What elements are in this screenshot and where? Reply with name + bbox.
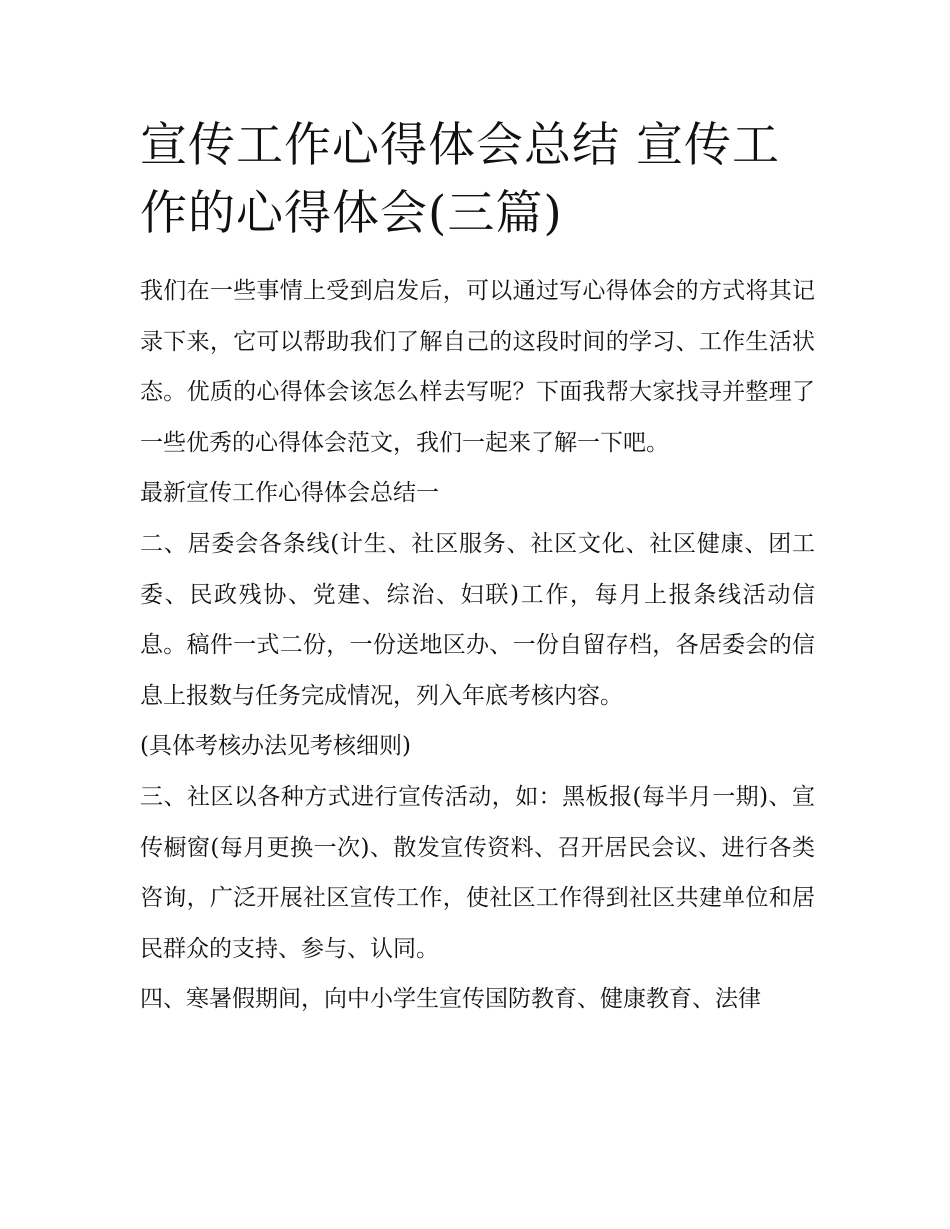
paragraph-item-2: 二、居委会各条线(计生、社区服务、社区文化、社区健康、团工委、民政残协、党建、综治、妇联)工作，每月上报条线活动信息。稿件一式二份，一份送地区办、一份自留存档，各居委会的信息上报数与任务完成情况，列入年底考核内容。 — [140, 530, 815, 709]
paragraph-intro: 我们在一些事情上受到启发后，可以通过写心得体会的方式将其记录下来，它可以帮助我们了解自己的这段时间的学习、工作生活状态。优质的心得体会该怎么样去写呢？下面我帮大家找寻并整理了一些优秀的心得体会范文，我们一起来了解一下吧。 — [140, 278, 815, 456]
document-body — [140, 266, 815, 1025]
paragraph-item-4: 四、寒暑假期间，向中小学生宣传国防教育、健康教育、法律 — [140, 986, 761, 1013]
section-heading: 最新宣传工作心得体会总结一 — [140, 480, 439, 507]
document-title: 宣传工作心得体会总结 宣传工作的心得体会(三篇) — [140, 118, 780, 241]
paragraph-item-3: 三、社区以各种方式进行宣传活动，如：黑板报(每半月一期)、宣传橱窗(每月更换一次)、散发宣传资料、召开居民会议、进行各类咨询，广泛开展社区宣传工作，使社区工作得到社区共建单位和居民群众的支持、参与、认同。 — [140, 783, 815, 962]
document-page — [140, 112, 815, 1025]
paragraph-note: (具体考核办法见考核细则) — [140, 733, 411, 760]
